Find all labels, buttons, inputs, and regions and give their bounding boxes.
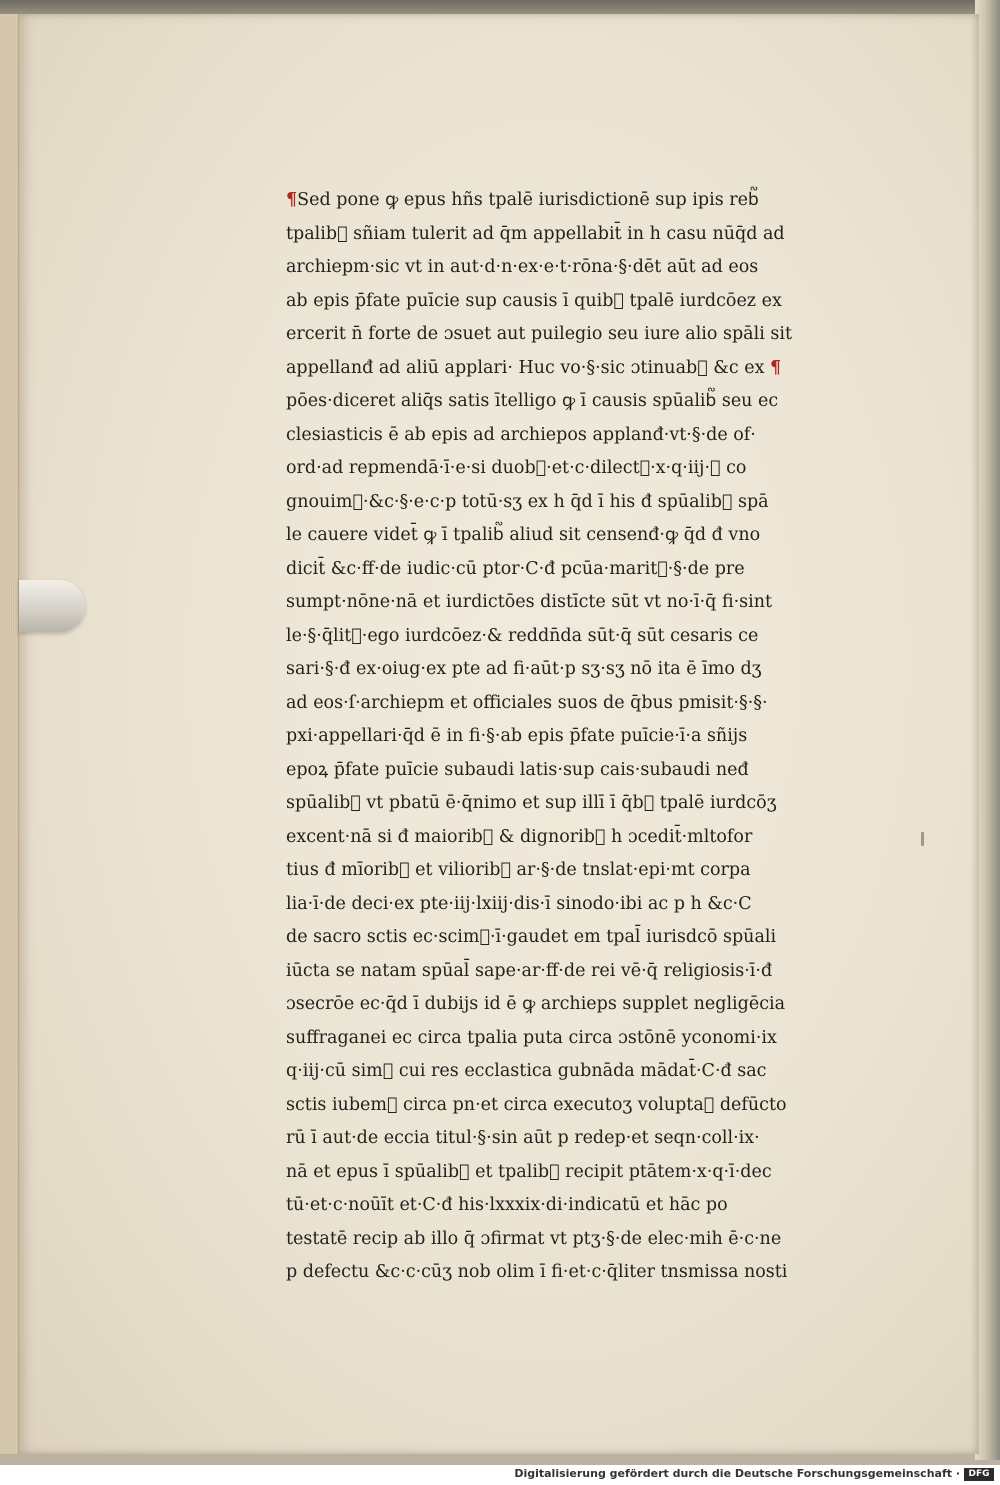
- text-line-18: epoꝝ p̄fate puīcie subaudi latis·sup cais·subaudi neđ: [286, 759, 749, 780]
- text-line-4: ab epis p̄fate puīcie sup causis ī quib᷑ tpalē iurdcōez ex: [286, 290, 782, 311]
- text-line-7: pōes·diceret aliq̄s satis ītelligo ꝙ ī causis spūalib᷑ seu ec: [286, 391, 779, 411]
- text-line-5: ercerit n̄ forte de ɔsuet aut puilegio seu iure alio spāli sit: [286, 324, 792, 344]
- text-line-33: p defectu &c·c·cūʒ nob olim ī fi·et·c·q̄liter tnsmissa nosti: [286, 1262, 788, 1282]
- rubric-mark-2: ¶: [770, 357, 782, 378]
- text-line-11: le cauere videt̄ ꝙ ī tpalib᷑ aliud sit censenđ·ꝙ q̄d đ vno: [286, 525, 761, 545]
- text-line-20: excent·nā si đ maiorib᷑ & dignorib᷑ h ɔcedit̄·mltofor: [286, 826, 753, 847]
- text-line-14: le·§·q̄lit᷑·ego iurdcōez·& reddn̄da sūt·q̄ sūt cesaris ce: [286, 625, 759, 646]
- text-line-9: ord·ad repmendā·ī·e·si duob᷑·et·c·dilect᷒·x·q·iij·ꝙ co: [286, 458, 747, 478]
- text-line-1: ¶Sed pone ꝙ epus hñs tpalē iurisdictionē sup ipis reb᷑: [286, 190, 759, 210]
- text-block: [286, 184, 886, 1290]
- text-line-28: sctis iubem᷒ circa pn·et circa executoʒ voluptaꝝ defūcto: [286, 1094, 787, 1115]
- text-line-16: ad eos·ſ·archiepm et officiales suos de q̄bus pmisit·§·§·: [286, 692, 768, 713]
- rubric-mark-1: ¶: [286, 190, 298, 210]
- text-line-24: iūcta se natam spūal̄ sape·ar·ff·de rei vē·q̄ religiosis·ī·đ: [286, 960, 773, 981]
- footer-bar: [0, 1465, 1000, 1485]
- text-line-21: tius đ mīorib᷑ et viliorib᷑ ar·§·de tnslat·epi·mt corpa: [286, 860, 751, 880]
- text-line-10: gnouim᷒·&c·§·e·c·p totū·sʒ ex h q̄d ī his đ spūalib᷑ spā: [286, 491, 769, 512]
- page-clip: [19, 580, 85, 632]
- text-line-6: appellanđ ad aliū applari· Huc vo·§·sic ɔtinuab᷑ &c ex ¶: [286, 357, 782, 378]
- margin-mark: [921, 832, 924, 846]
- text-line-29: rū ī aut·de eccia titul·§·sin aūt p redep·et seqn·coll·ix·: [286, 1128, 760, 1148]
- text-line-17: pxi·appellari·q̄d ē in fi·§·ab epis p̄fate puīcie·ī·a sñijs: [286, 726, 748, 746]
- text-line-25: ɔsecrōe ec·q̄d ī dubijs id ē ꝙ archieps supplet negligēcia: [286, 994, 786, 1014]
- text-line-27: q·iij·cū sim᷒ cui res ecclastica gubnāda mādat̄·C·đ sac: [286, 1061, 767, 1081]
- text-line-30: nā et epus ī spūalib᷑ et tpalib᷑ recipit ptātem·x·q·ī·dec: [286, 1161, 772, 1182]
- dfg-logo: DFG: [964, 1468, 994, 1481]
- text-line-2: tpalib᷑ sñiam tulerit ad q̄m appellabit̄ in h casu nūq̄d ad: [286, 223, 785, 244]
- text-line-8: clesiasticis ē ab epis ad archiepos applanđ·vt·§·de of·: [286, 424, 756, 445]
- text-line-22: lia·ī·de deci·ex pte·iij·lxiij·dis·ī sinodo·ibi ac p h &c·C: [286, 893, 752, 914]
- text-line-23: de sacro sctis ec·scim᷒·ī·gaudet em tpal̄ iurisdcō spūali: [286, 927, 777, 947]
- text-line-13: sumpt·nōne·nā et iurdictōes distīcte sūt vt no·ī·q̄ fi·sint: [286, 592, 773, 612]
- text-line-26: suffraganei ec circa tpalia puta circa ɔstōnē yconomi·ix: [286, 1027, 777, 1048]
- text-line-32: testatē recip ab illo q̄ ɔfirmat vt ptʒ·§·de elec·mih ē·c·ne: [286, 1228, 782, 1249]
- text-line-12: dicit̄ &c·ff·de iudic·cū ptor·C·đ pcūa·marit᷒·§·de pre: [286, 558, 745, 579]
- text-line-31: tū·et·c·noūīt et·C·đ his·lxxxix·di·indicatū et hāc po: [286, 1195, 728, 1215]
- text-line-15: sari·§·đ ex·oiug·ex pte ad fi·aūt·p sʒ·sʒ nō ita ē īmo dʒ: [286, 659, 762, 679]
- footer-credit: Digitalisierung gefördert durch die Deutsche Forschungsgemeinschaft ·: [514, 1467, 960, 1480]
- text-line-19: spūalib᷑ vt pbatū ē·q̄nimo et sup illī ī q̄b᷑ tpalē iurdcōʒ: [286, 793, 777, 813]
- text-line-3: archiepm·sic vt in aut·d·n·ex·e·t·rōna·§·dēt aūt ad eos: [286, 257, 759, 277]
